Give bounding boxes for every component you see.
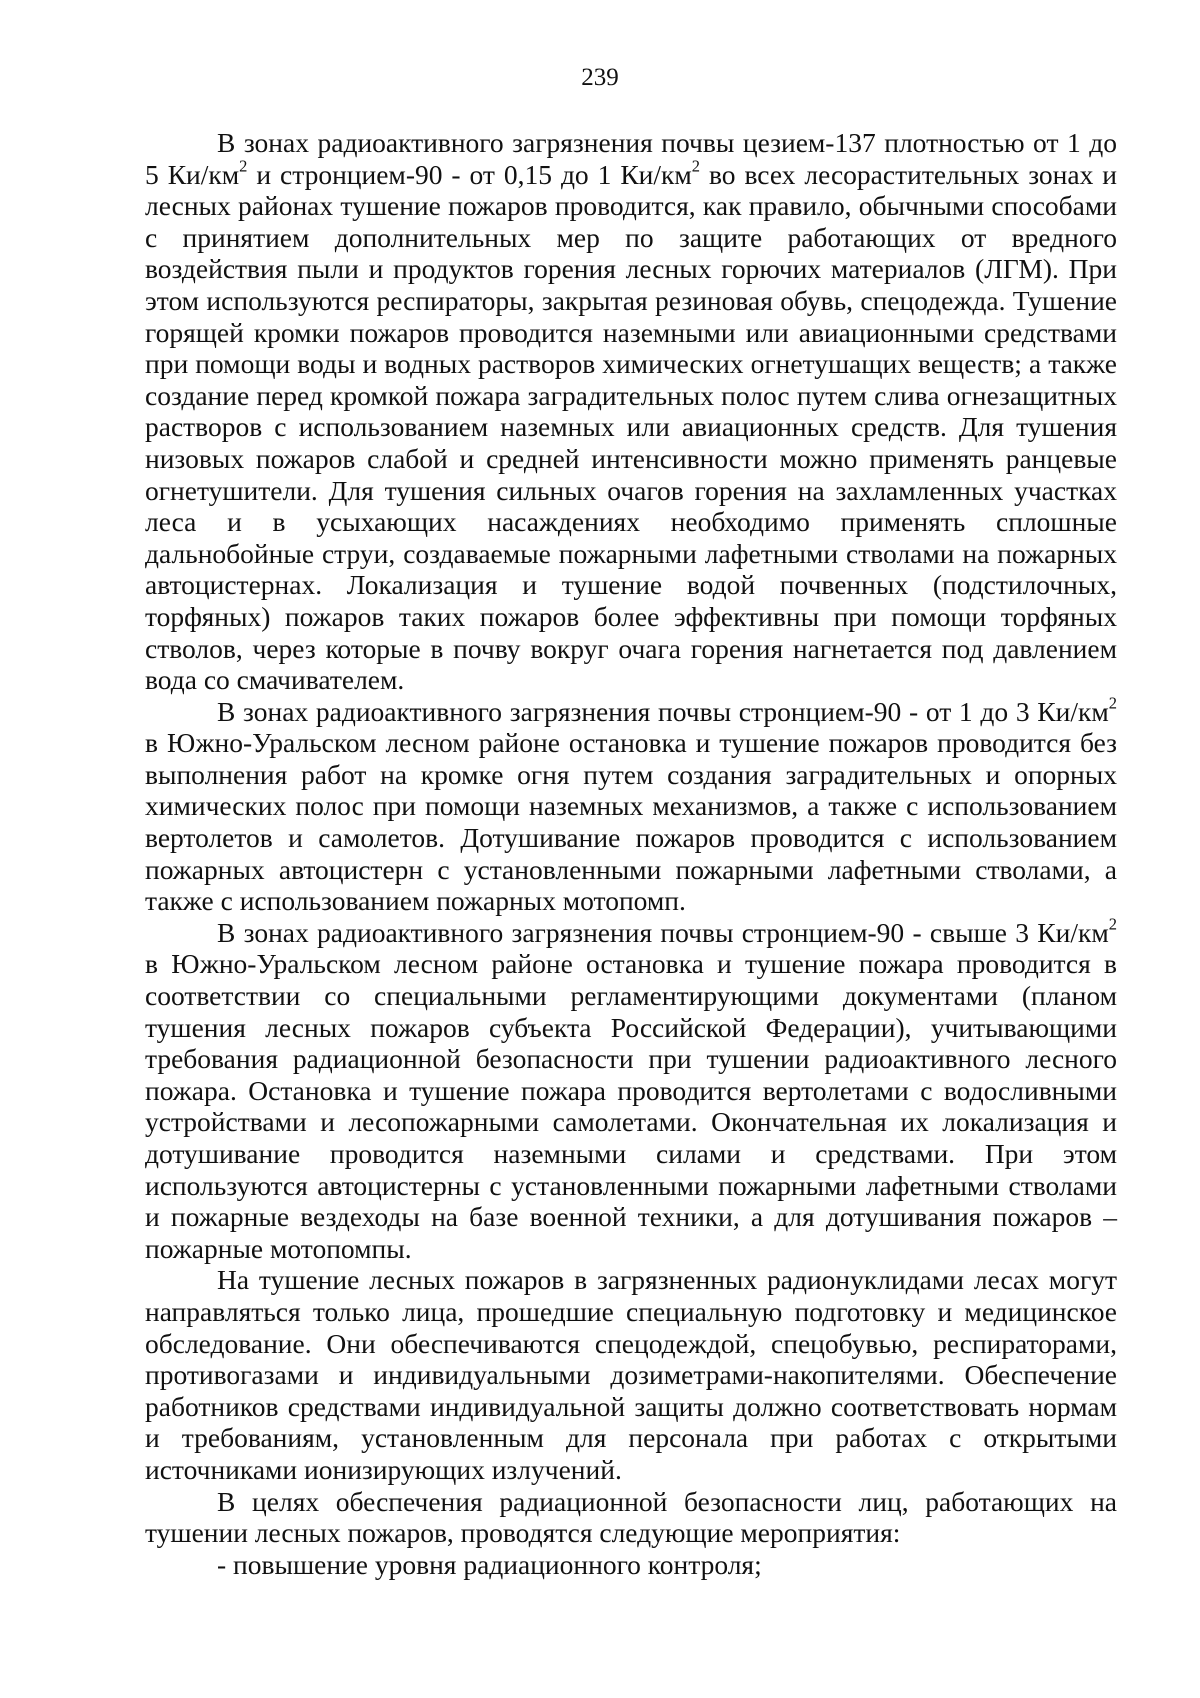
paragraph-strontium-over-3: В зонах радиоактивного загрязнения почвы стронцием-90 - свыше 3 $Ки/км^2$ в Южно-Уральском лесном районе остановка и тушение пожара проводится в соответствии со специальными регламентирующими документами (планом тушения лесных пожаров субъекта Российской Федерации), учитывающими требования радиационной безопасности при тушении радиоактивного лесного пожара. Остановка и тушение пожара проводится вертолетами с водосливными устройствами и лесопожарными самолетами. Окончательная их локализация и дотушивание проводится наземными силами и средствами. При этом используются автоцистерны с установленными пожарными лафетными стволами и пожарные вездеходы на базе военной техники, а для дотушивания пожаров – пожарные мотопомпы. [145, 914, 1117, 1264]
paragraph-strontium-1-3: В зонах радиоактивного загрязнения почвы стронцием-90 - от 1 до 3 $Ки/км^2$ в Южно-Уральском лесном районе остановка и тушение пожаров проводится без выполнения работ на кромке огня путем создания заградительных и опорных химических полос при помощи наземных механизмов, а также с использованием вертолетов и самолетов. Дотушивание пожаров проводится с использованием пожарных автоцистерн с установленными пожарными лафетными стволами, а также с использованием пожарных мотопомп. [145, 693, 1117, 917]
paragraph-measures-intro: В целях обеспечения радиационной безопасности лиц, работающих на тушении лесных пожаров, проводятся следующие мероприятия: [145, 1485, 1117, 1549]
document-body [145, 127, 1117, 1580]
page-number: 239 [581, 64, 619, 91]
paragraph-cesium-zones: В зонах радиоактивного загрязнения почвы цезием-137 плотностью от 1 до 5 $Ки/км^2$ и стронцием-90 - от 0,15 до 1 $Ки/км^2$ во всех лесорастительных зонах и лесных районах тушение пожаров проводится, как правило, обычными способами с принятием дополнительных мер по защите работающих от вредного воздействия пыли и продуктов горения лесных горючих материалов (ЛГМ). При этом используются респираторы, закрытая резиновая обувь, спецодежда. Тушение горящей кромки пожаров проводится наземными или авиационными средствами при помощи воды и водных растворов химических огнетушащих веществ; а также создание перед кромкой пожара заградительных полос путем слива огнезащитных растворов с использованием наземных или авиационных средств. Для тушения низовых пожаров слабой и средней интенсивности можно применять ранцевые огнетушители. Для тушения сильных очагов горения на захламленных участках леса и в усыхающих насаждениях необходимо применять сплошные дальнобойные струи, создаваемые пожарными лафетными стволами на пожарных автоцистернах. Локализация и тушение водой почвенных (подстилочных, торфяных) пожаров таких пожаров более эффективны при помощи торфяных стволов, через которые в почву вокруг очага горения нагнетается под давлением вода со смачивателем. [145, 127, 1117, 696]
list-item: - повышение уровня радиационного контроля; [217, 1548, 762, 1580]
paragraph-personnel: На тушение лесных пожаров в загрязненных радионуклидами лесах могут направляться только лица, прошедшие специальную подготовку и медицинское обследование. Они обеспечиваются спецодеждой, спецобувью, респираторами, противогазами и индивидуальными дозиметрами-накопителями. Обеспечение работников средствами индивидуальной защиты должно соответствовать нормам и требованиям, установленным для персонала при работах с открытыми источниками ионизирующих излучений. [145, 1264, 1117, 1485]
